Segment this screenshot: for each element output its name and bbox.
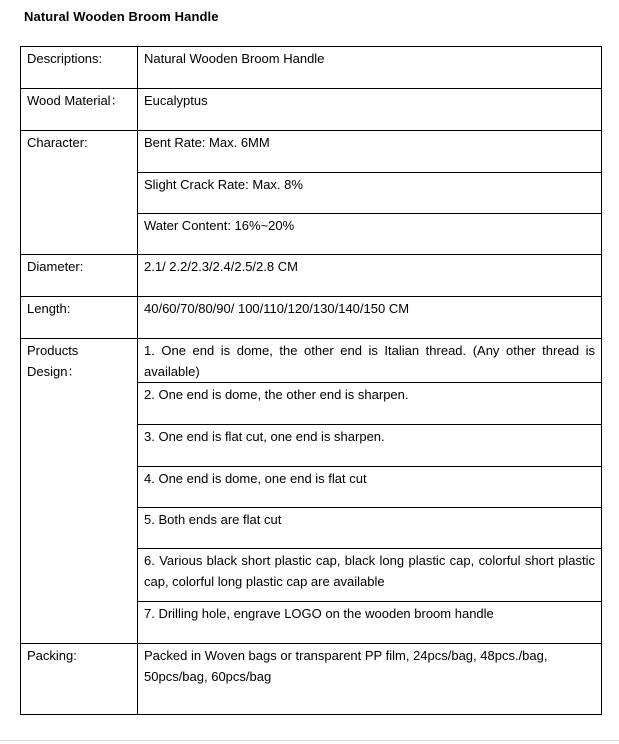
table-row-diameter <box>21 255 602 297</box>
diameter-label: Diameter: <box>21 255 138 297</box>
design-value-7: 7. Drilling hole, engrave LOGO on the wooden broom handle <box>138 602 602 644</box>
design-value-2: 2. One end is dome, the other end is sharpen. <box>138 383 602 425</box>
bottom-divider <box>0 740 619 741</box>
design-value-4: 4. One end is dome, one end is flat cut <box>138 467 602 508</box>
packing-value: Packed in Woven bags or transparent PP film, 24pcs/bag, 48pcs./bag, 50pcs/bag, 60pcs/bag <box>138 644 602 715</box>
character-value-2: Slight Crack Rate: Max. 8% <box>138 173 602 214</box>
design-value-5: 5. Both ends are flat cut <box>138 508 602 549</box>
design-value-3: 3. One end is flat cut, one end is sharpen. <box>138 425 602 467</box>
material-value: Eucalyptus <box>138 89 602 131</box>
descriptions-label: Descriptions: <box>21 47 138 89</box>
length-value: 40/60/70/80/90/ 100/110/120/130/140/150 CM <box>138 297 602 339</box>
table-row-descriptions <box>21 47 602 89</box>
length-label: Length: <box>21 297 138 339</box>
descriptions-value: Natural Wooden Broom Handle <box>138 47 602 89</box>
material-label: Wood Material： <box>21 89 138 131</box>
character-value-3: Water Content: 16%~20% <box>138 214 602 255</box>
design-value-6: 6. Various black short plastic cap, black long plastic cap, colorful short plastic cap, colorful long plastic cap are available <box>138 549 602 602</box>
design-value-1: 1. One end is dome, the other end is Italian thread. (Any other thread is available) <box>138 339 602 383</box>
table-row-design-1 <box>21 339 602 383</box>
table-row-material <box>21 89 602 131</box>
table-row-packing <box>21 644 602 715</box>
diameter-value: 2.1/ 2.2/2.3/2.4/2.5/2.8 CM <box>138 255 602 297</box>
character-value-1: Bent Rate: Max. 6MM <box>138 131 602 173</box>
spec-table <box>20 46 602 715</box>
packing-label: Packing: <box>21 644 138 715</box>
table-row-character-1 <box>21 131 602 173</box>
design-label: Products Design： <box>21 339 138 644</box>
table-row-length <box>21 297 602 339</box>
document-title: Natural Wooden Broom Handle <box>24 9 219 24</box>
character-label: Character: <box>21 131 138 255</box>
